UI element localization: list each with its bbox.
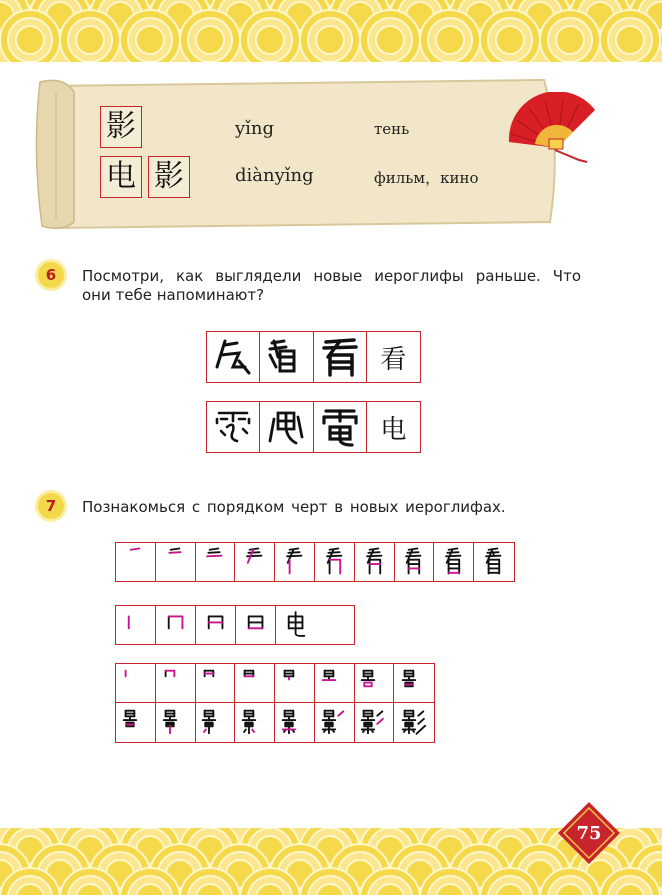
stroke-step-cell	[116, 543, 156, 581]
top-wave-border	[0, 0, 662, 62]
stroke-step-cell	[116, 606, 156, 644]
vocab-char-dian: 电	[100, 156, 142, 198]
stroke-step-cell	[235, 664, 275, 702]
stroke-step-glyph	[399, 667, 430, 698]
stroke-step-glyph	[160, 609, 191, 640]
stroke-step-glyph	[160, 707, 191, 738]
page-number: 75	[576, 823, 602, 844]
stroke-step-glyph	[279, 546, 310, 577]
stroke-step-glyph	[120, 667, 151, 698]
stroke-step-glyph	[280, 609, 311, 640]
stroke-step-cell	[315, 664, 355, 702]
stroke-step-glyph	[399, 707, 430, 738]
red-fan-icon	[505, 92, 605, 172]
task-6-line-1: Посмотри, как выглядели новые иероглифы раньше. Что	[82, 267, 581, 285]
stroke-step-glyph	[239, 667, 270, 698]
task-7-text: Познакомься с порядком черт в новых иероглифах.	[82, 498, 506, 516]
ancient-form-oracle	[207, 402, 260, 452]
stroke-step-glyph	[478, 546, 509, 577]
stroke-step-glyph	[160, 667, 191, 698]
stroke-step-glyph	[319, 707, 350, 738]
stroke-step-glyph	[239, 707, 270, 738]
task-number-badge: 7	[38, 493, 64, 519]
vocab-char-ying-2: 影	[148, 156, 190, 198]
task-6-line-2: они тебе напоминают?	[82, 286, 265, 304]
stroke-step-cell	[156, 664, 196, 702]
vocabulary-scroll	[34, 72, 564, 230]
vocab-translation-dianying: фильм，кино	[374, 169, 479, 187]
stroke-step-cell	[156, 703, 196, 742]
stroke-step-cell	[315, 703, 355, 742]
stroke-step-cell	[196, 703, 236, 742]
modern-form-kan: 看	[380, 344, 407, 375]
stroke-step-cell	[196, 664, 236, 702]
stroke-step-cell	[236, 606, 276, 644]
stroke-step-cell	[275, 664, 315, 702]
stroke-step-cell	[474, 543, 514, 581]
stroke-step-glyph	[279, 707, 310, 738]
stroke-step-glyph	[239, 546, 270, 577]
stroke-step-glyph	[160, 546, 191, 577]
stroke-step-glyph	[438, 546, 469, 577]
stroke-step-cell	[116, 664, 156, 702]
stroke-step-glyph	[358, 667, 389, 698]
stroke-order-row-ying-2	[115, 703, 435, 743]
stroke-step-cell	[196, 606, 236, 644]
stroke-step-cell	[275, 543, 315, 581]
stroke-step-cell	[355, 543, 395, 581]
stroke-step-cell	[196, 543, 236, 581]
stroke-step-cell	[394, 664, 434, 702]
stroke-step-cell	[355, 664, 395, 702]
stroke-step-glyph	[200, 609, 231, 640]
modern-form-dian: 电	[380, 414, 407, 445]
vocab-pinyin-dianying: diànyǐng	[235, 165, 314, 186]
vocab-translation-ying: тень	[374, 120, 410, 138]
stroke-step-glyph	[199, 707, 230, 738]
stroke-step-cell	[275, 703, 315, 742]
stroke-step-cell	[315, 543, 355, 581]
stroke-order-row-dian	[115, 605, 355, 645]
task-number-badge: 6	[38, 262, 64, 288]
stroke-step-glyph	[398, 546, 429, 577]
stroke-order-row-kan	[115, 542, 515, 582]
stroke-step-cell	[394, 703, 434, 742]
stroke-step-glyph	[359, 546, 390, 577]
stroke-step-glyph	[120, 707, 151, 738]
stroke-step-cell	[434, 543, 474, 581]
stroke-step-cell	[395, 543, 435, 581]
page-number-badge	[556, 800, 622, 866]
stroke-step-cell	[276, 606, 316, 644]
ancient-forms-row-kan	[206, 331, 421, 383]
stroke-step-glyph	[319, 546, 350, 577]
stroke-order-row-ying-1	[115, 663, 435, 703]
stroke-step-cell	[355, 703, 395, 742]
stroke-step-glyph	[240, 609, 271, 640]
ancient-form-bronze	[260, 402, 313, 452]
stroke-step-glyph	[199, 667, 230, 698]
vocab-char-ying: 影	[100, 106, 142, 148]
stroke-step-glyph	[199, 546, 230, 577]
stroke-step-glyph	[319, 667, 350, 698]
stroke-step-cell	[116, 703, 156, 742]
stroke-step-cell	[235, 703, 275, 742]
ancient-form-oracle	[207, 332, 260, 382]
ancient-form-seal	[314, 402, 367, 452]
stroke-step-cell	[235, 543, 275, 581]
vocab-pinyin-ying: yǐng	[235, 118, 275, 139]
stroke-step-glyph	[358, 707, 389, 738]
ancient-form-bronze	[260, 332, 313, 382]
stroke-step-glyph	[279, 667, 310, 698]
stroke-step-cell	[156, 606, 196, 644]
ancient-forms-row-dian	[206, 401, 421, 453]
stroke-step-glyph	[120, 546, 151, 577]
stroke-step-cell	[156, 543, 196, 581]
ancient-form-seal	[314, 332, 367, 382]
stroke-step-glyph	[120, 609, 151, 640]
